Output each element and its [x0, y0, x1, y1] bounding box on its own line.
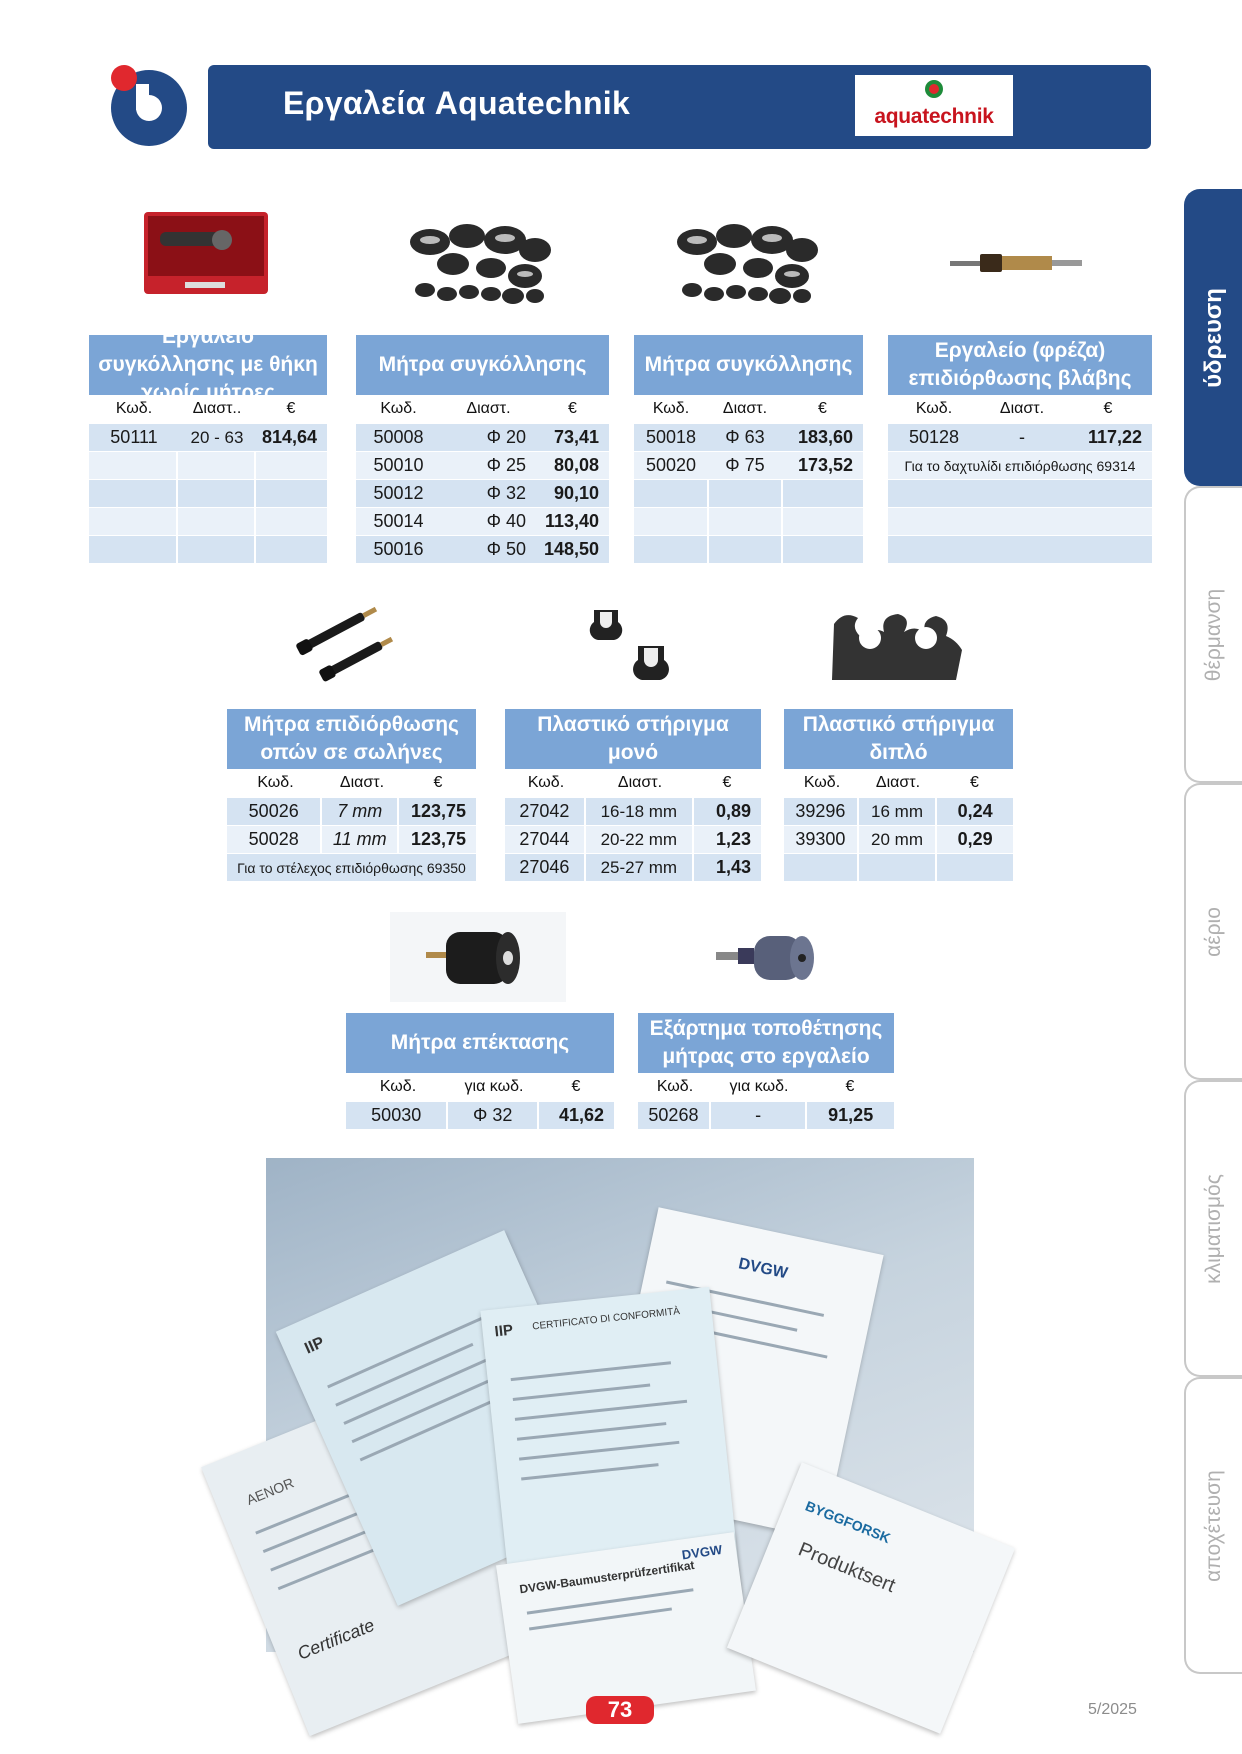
tab-ydreysi[interactable]: [1184, 189, 1242, 486]
note-text: Για το στέλεχος επιδιόρθωσης 69350: [237, 859, 466, 876]
col-price: €: [433, 774, 443, 791]
code: 50012: [373, 483, 424, 503]
code: 39296: [784, 798, 859, 825]
table-header: [227, 769, 476, 797]
size: Φ 75: [725, 455, 765, 475]
company-logo: [107, 64, 189, 148]
code: 50028: [227, 826, 322, 853]
table-row: [505, 853, 761, 881]
price: 0,24: [957, 801, 993, 821]
code: 50026: [227, 798, 322, 825]
table-row: [89, 423, 327, 451]
tab-klimatismos[interactable]: [1184, 1080, 1242, 1377]
code: 39300: [784, 826, 859, 853]
product-block-repair-reamer: [888, 335, 1152, 563]
col-size: Διαστ..: [192, 400, 242, 417]
product-title: Μήτρα επέκτασης: [346, 1013, 614, 1073]
table-row: [505, 797, 761, 825]
issue-date: 5/2025: [1088, 1701, 1137, 1718]
size: 25-27 mm: [586, 854, 694, 881]
size: Φ 40: [486, 511, 526, 531]
size: 20 mm: [859, 826, 938, 853]
price: 148,50: [543, 539, 599, 559]
col-price: €: [571, 1078, 581, 1095]
table-row-empty: [888, 507, 1152, 535]
page-number: 73: [586, 1696, 654, 1724]
code: 27042: [505, 798, 586, 825]
size: -: [1019, 427, 1025, 447]
col-price: €: [970, 774, 979, 791]
product-note: [888, 451, 1152, 479]
table-header: [638, 1073, 894, 1101]
code: 50010: [373, 455, 424, 475]
brand-logo: [855, 75, 1013, 136]
price: 173,52: [797, 455, 853, 475]
tab-label: θέρμανση: [1202, 588, 1225, 681]
product-title: Μήτρα συγκόλλησης: [356, 335, 609, 395]
table-row: [356, 423, 609, 451]
cert-label: DVGW: [736, 1255, 790, 1283]
table-row: [505, 825, 761, 853]
brand-mark-icon: [924, 79, 944, 99]
col-code: Κωδ.: [257, 774, 294, 791]
col-size: Διαστ.: [722, 400, 768, 417]
cert-mark: DVGW: [680, 1541, 724, 1563]
table-row-empty: [634, 479, 863, 507]
size: 11 mm: [322, 826, 399, 853]
price: 80,08: [553, 455, 599, 475]
price: 1,23: [715, 829, 752, 849]
size: 20-22 mm: [586, 826, 694, 853]
cert-label: IIP: [302, 1333, 327, 1358]
col-size: Διαστ.: [339, 774, 385, 791]
code: 50268: [638, 1102, 711, 1129]
col-code: Κωδ.: [527, 774, 565, 791]
table-row-empty: [89, 451, 327, 479]
welding-die-set-photo-2: [672, 220, 822, 312]
price: 73,41: [553, 427, 599, 447]
product-title: Εξάρτημα τοποθέτησης μήτρας στο εργαλείο: [638, 1013, 894, 1073]
col-code: Κωδ.: [380, 400, 417, 417]
table-header: [888, 395, 1152, 423]
single-clip-photo: [590, 606, 672, 686]
price: 183,60: [797, 427, 853, 447]
table-row: [356, 451, 609, 479]
col-code: Κωδ.: [115, 400, 153, 417]
table-row: [356, 479, 609, 507]
table-row-empty: [888, 479, 1152, 507]
table-row: [346, 1101, 614, 1129]
double-clip-photo: [830, 608, 970, 684]
code: 50111: [110, 427, 158, 447]
col-price: €: [845, 1078, 855, 1095]
die-mount-fitting-photo: [712, 928, 818, 990]
size: Φ 32: [448, 1102, 539, 1129]
size: -: [711, 1102, 808, 1129]
table-row: [784, 825, 1013, 853]
welding-tool-case-photo: [130, 198, 280, 310]
product-title: Μήτρα συγκόλλησης: [634, 335, 863, 395]
cert-mark: IIP: [493, 1321, 514, 1341]
tab-thermansi[interactable]: [1184, 486, 1242, 783]
tab-label: κλιματισμός: [1202, 1173, 1225, 1284]
size: 16 mm: [859, 798, 938, 825]
cert-label: Produktsert: [795, 1538, 899, 1598]
table-row-empty: [89, 479, 327, 507]
brand-name: aquatechnik: [874, 105, 994, 128]
table-header: [89, 395, 327, 423]
code: 27046: [505, 854, 586, 881]
price: 41,62: [558, 1105, 605, 1125]
cert-label: Certificate: [294, 1614, 378, 1664]
col-code: Κωδ.: [656, 1078, 694, 1095]
table-row-empty: [888, 535, 1152, 563]
product-block-die-mount-fitting: [638, 1013, 894, 1129]
size: 7 mm: [322, 798, 399, 825]
code: 50014: [373, 511, 424, 531]
code: 50128: [908, 427, 960, 447]
table-header: [346, 1073, 614, 1101]
product-block-welding-die-large: [634, 335, 863, 563]
price: 814,64: [261, 427, 317, 447]
table-row-empty: [89, 535, 327, 563]
code: 50018: [645, 427, 697, 447]
table-row: [638, 1101, 894, 1129]
certificates-photo: [243, 1158, 974, 1664]
price: 90,10: [553, 483, 599, 503]
price: 117,22: [1087, 427, 1142, 447]
product-block-single-clip: [505, 709, 761, 881]
table-row: [784, 797, 1013, 825]
col-code: Κωδ.: [915, 400, 953, 417]
table-header: [784, 769, 1013, 797]
cert-label: CERTIFICATO DI CONFORMITÀ: [531, 1306, 681, 1333]
product-title: Πλαστικό στήριγμα διπλό: [784, 709, 1013, 769]
size: Φ 32: [486, 483, 526, 503]
table-row: [227, 825, 476, 853]
price: 123,75: [410, 829, 466, 849]
product-title: Πλαστικό στήριγμα μονό: [505, 709, 761, 769]
cert-label: DVGW-Baumusterprüfzertifikat: [518, 1557, 696, 1597]
code: 50020: [645, 455, 697, 475]
product-title: Εργαλείο συγκόλλησης με θήκη χωρίς μήτρες: [89, 335, 327, 395]
table-row-empty: [634, 535, 863, 563]
cert-label: AENOR: [243, 1474, 297, 1508]
welding-die-set-photo-1: [405, 220, 555, 312]
product-block-repair-die: [227, 709, 476, 881]
table-row: [634, 423, 863, 451]
col-size: για κωδ.: [729, 1078, 789, 1095]
table-header: [634, 395, 863, 423]
price: 0,89: [715, 801, 752, 821]
table-row-empty: [784, 853, 1013, 881]
col-size: για κωδ.: [464, 1078, 524, 1095]
product-title: Μήτρα επιδιόρθωσης οπών σε σωλήνες: [227, 709, 476, 769]
col-size: Διαστ.: [875, 774, 921, 791]
col-price: €: [1103, 400, 1113, 417]
col-price: €: [286, 400, 296, 417]
tab-label: αποχέτευση: [1202, 1469, 1225, 1582]
col-price: €: [818, 400, 827, 417]
product-title: Εργαλείο (φρέζα) επιδιόρθωσης βλάβης: [888, 335, 1152, 395]
product-block-welding-die: [356, 335, 609, 563]
col-size: Διαστ.: [466, 400, 511, 417]
table-row: [634, 451, 863, 479]
table-header: [505, 769, 761, 797]
col-size: Διαστ.: [617, 774, 663, 791]
table-header: [356, 395, 609, 423]
size: Φ 25: [486, 455, 526, 475]
tab-label: αέριο: [1202, 906, 1225, 957]
price: 1,43: [715, 857, 752, 877]
size: Φ 20: [486, 427, 526, 447]
size: 20 - 63: [190, 427, 244, 447]
code: 50016: [373, 539, 424, 559]
price: 0,29: [957, 829, 993, 849]
product-block-double-clip: [784, 709, 1013, 881]
col-code: Κωδ.: [652, 400, 690, 417]
size: Φ 63: [725, 427, 765, 447]
col-code: Κωδ.: [379, 1078, 417, 1095]
product-block-welding-tool: [89, 325, 327, 563]
size: 16-18 mm: [586, 798, 694, 825]
repair-die-photo: [300, 602, 396, 690]
product-note: [227, 853, 476, 881]
price: 123,75: [410, 801, 466, 821]
cert-mark: BYGGFORSK: [803, 1497, 893, 1547]
col-code: Κωδ.: [803, 774, 841, 791]
tab-aerio[interactable]: [1184, 783, 1242, 1080]
price: 113,40: [544, 511, 599, 531]
col-size: Διαστ.: [999, 400, 1045, 417]
col-price: €: [722, 774, 732, 791]
table-row: [356, 535, 609, 563]
product-block-expansion-die: [346, 1013, 614, 1129]
table-row: [227, 797, 476, 825]
size: Φ 50: [486, 539, 526, 559]
code: 27044: [505, 826, 586, 853]
tab-apocheteysi[interactable]: [1184, 1377, 1242, 1674]
note-text: Για το δαχτυλίδι επιδιόρθωσης 69314: [904, 457, 1136, 474]
tab-label: ύδρευση: [1200, 287, 1227, 388]
col-price: €: [568, 400, 577, 417]
table-row-empty: [634, 507, 863, 535]
price: 91,25: [828, 1105, 874, 1125]
code: 50030: [346, 1102, 448, 1129]
expansion-die-photo: [390, 912, 566, 1002]
table-row: [356, 507, 609, 535]
page-title: Εργαλεία Aquatechnik: [283, 85, 631, 121]
repair-reamer-photo: [948, 246, 1084, 280]
code: 50008: [373, 427, 424, 447]
table-row-empty: [89, 507, 327, 535]
table-row: [888, 423, 1152, 451]
